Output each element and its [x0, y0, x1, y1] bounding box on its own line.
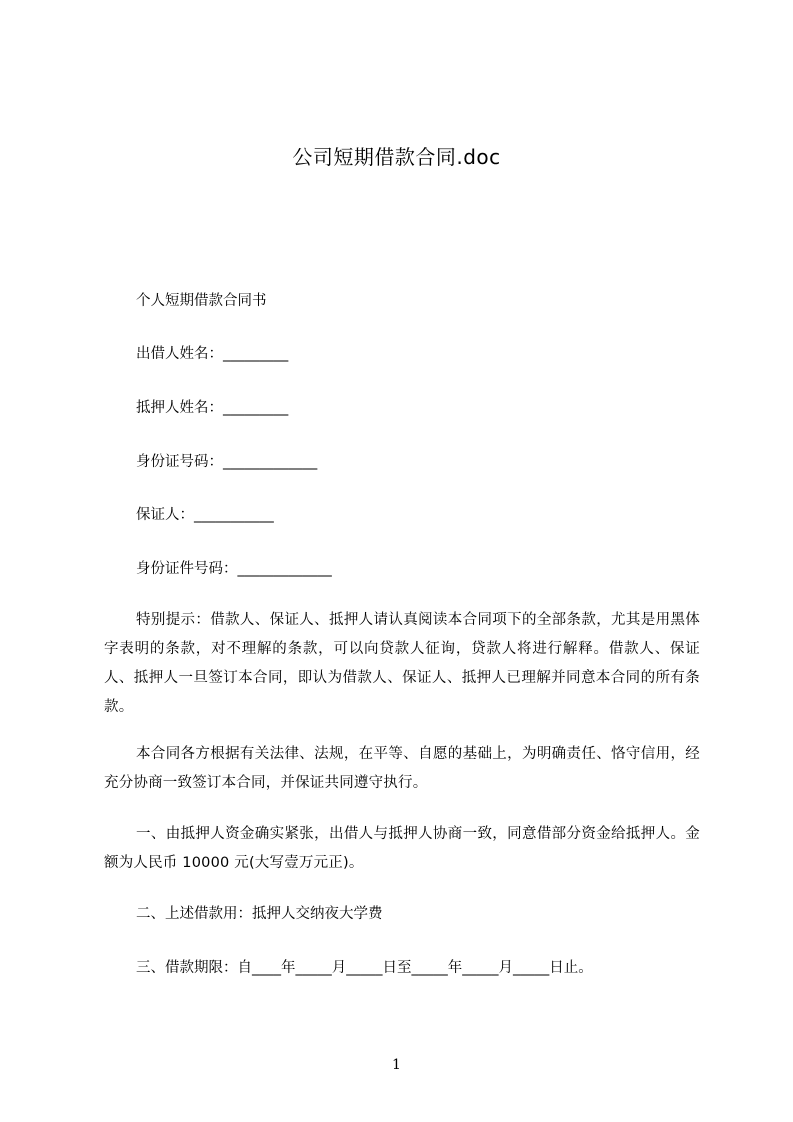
- preamble-paragraph: 本合同各方根据有关法律、法规，在平等、自愿的基础上，为明确责任、恪守信用，经充分协商一致签订本合同，并保证共同遵守执行。: [104, 746, 700, 791]
- clause-1-paragraph: 一、由抵押人资金确实紧张，出借人与抵押人协商一致，同意借部分资金给抵押人。金额为人民币 10000 元(大写壹万元正)。: [104, 826, 700, 871]
- contract-heading: 个人短期借款合同书: [136, 293, 267, 309]
- guarantor-field: 保证人：___________: [136, 507, 274, 523]
- document-title: 公司短期借款合同.doc: [292, 145, 501, 169]
- page-number: 1: [392, 1057, 401, 1073]
- id-number-field: 身份证号码：_____________: [136, 454, 318, 470]
- special-notice-paragraph: 特别提示：借款人、保证人、抵押人请认真阅读本合同项下的全部条款，尤其是用黑体字表明的条款，对不理解的条款，可以向贷款人征询，贷款人将进行解释。借款人、保证人、抵押人一旦签订本合同，即认为借款人、保证人、抵押人已理解并同意本合同的所有条款。: [104, 612, 700, 715]
- pledgor-name-field: 抵押人姓名：_________: [136, 400, 289, 416]
- lender-name-field: 出借人姓名：_________: [136, 346, 289, 362]
- clause-3-line: 三、借款期限：自____年_____月_____日至_____年_____月_____日止。: [136, 960, 593, 976]
- clause-2-line: 二、上述借款用：抵押人交纳夜大学费: [136, 906, 383, 922]
- id-card-number-field: 身份证件号码：_____________: [136, 561, 332, 577]
